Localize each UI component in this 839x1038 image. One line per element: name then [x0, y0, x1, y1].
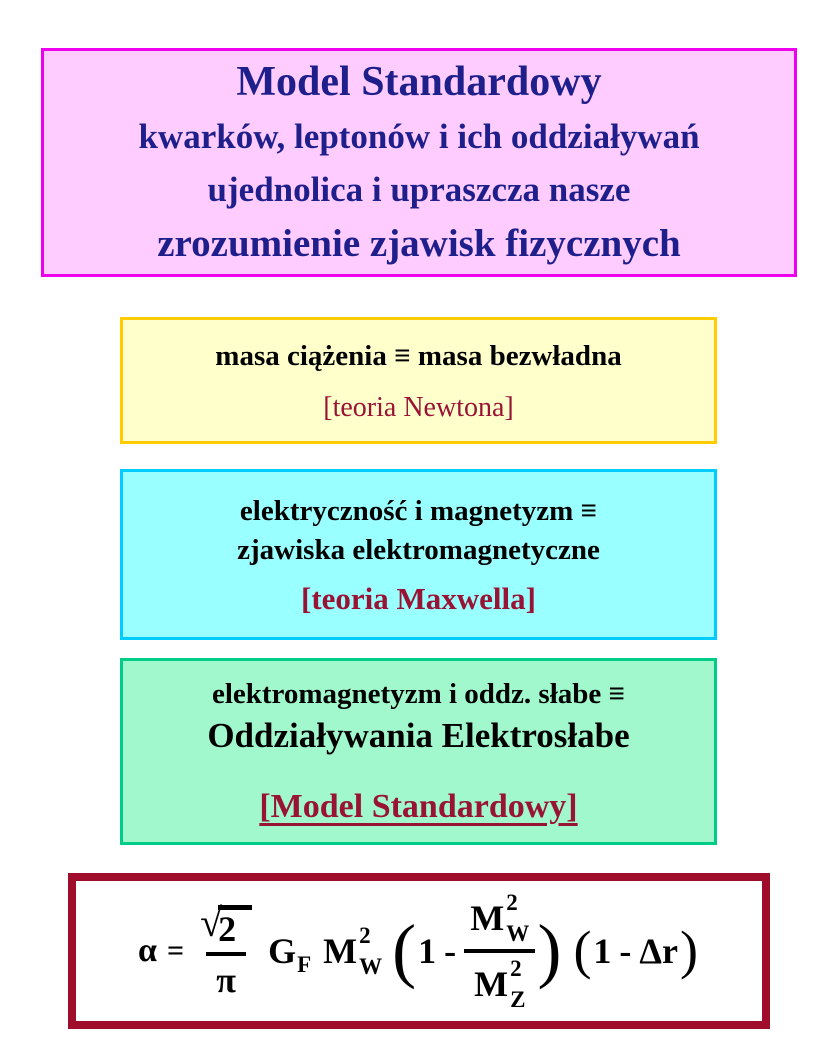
maxwell-box: [120, 469, 717, 640]
minus-sign: -: [444, 931, 457, 971]
title-line: ujednolica i upraszcza nasze: [207, 169, 631, 209]
close-paren: ): [679, 920, 698, 981]
mw2-over-mz2-fraction: [464, 891, 535, 1011]
subscript-w: W: [359, 954, 383, 979]
superscript-2: 2: [510, 956, 522, 981]
formula-alpha: α: [138, 932, 158, 969]
maxwell-heading-line: zjawiska elektromagnetyczne: [237, 533, 600, 566]
one: 1: [593, 931, 612, 971]
sqrt2-over-pi-fraction: [196, 899, 256, 1000]
delta-r: Δr: [639, 931, 678, 971]
pi-denominator: π: [206, 952, 246, 998]
superscript-2: 2: [359, 923, 371, 948]
m-base: M: [474, 964, 509, 1004]
radicand: 2: [218, 905, 252, 947]
title-line: zrozumienie zjawisk fizycznych: [157, 221, 681, 265]
mz-squared-denominator: [464, 949, 535, 1011]
title-box: [41, 48, 797, 277]
close-paren: ): [537, 910, 562, 991]
mw-sub-sup: [506, 891, 529, 945]
open-paren: (: [392, 910, 417, 991]
fermi-constant: [268, 931, 312, 977]
electroweak-heading: elektromagnetyzm i oddz. słabe ≡: [211, 678, 626, 710]
mz-sub-sup: [510, 957, 525, 1011]
title-line: Model Standardowy: [236, 58, 602, 105]
g-subscript-f: F: [297, 952, 312, 977]
m-base: M: [470, 898, 505, 938]
sqrt-2: [196, 899, 256, 952]
m-base: M: [323, 931, 358, 971]
electroweak-caption: [Model Standardowy]: [259, 788, 578, 825]
mw-squared-numerator: [466, 891, 533, 949]
maxwell-caption: [teoria Maxwella]: [301, 581, 536, 617]
superscript-2: 2: [506, 890, 518, 915]
newton-caption: [teoria Newtona]: [323, 392, 514, 424]
newton-box: [120, 317, 717, 444]
title-line: kwarków, leptonów i ich oddziaływań: [138, 116, 700, 156]
coupling-constant-formula: [138, 891, 700, 1011]
g-base: G: [268, 931, 297, 971]
mw-sub-sup: [359, 924, 382, 978]
maxwell-heading: [123, 492, 714, 570]
open-paren: (: [573, 920, 592, 981]
electroweak-box: [120, 658, 717, 845]
formula-box: [68, 873, 770, 1029]
minus-sign: -: [619, 931, 632, 971]
radical-sign: √: [200, 899, 223, 945]
subscript-z: Z: [510, 987, 526, 1012]
mw-squared: [323, 924, 382, 978]
newton-heading: masa ciążenia ≡ masa bezwładna: [215, 339, 622, 372]
formula-equals: =: [167, 934, 185, 967]
subscript-w: W: [506, 921, 530, 946]
one: 1: [418, 931, 437, 971]
maxwell-heading-line: elektryczność i magnetyzm ≡: [239, 494, 598, 527]
electroweak-subheading: Oddziaływania Elektrosłabe: [207, 716, 630, 755]
